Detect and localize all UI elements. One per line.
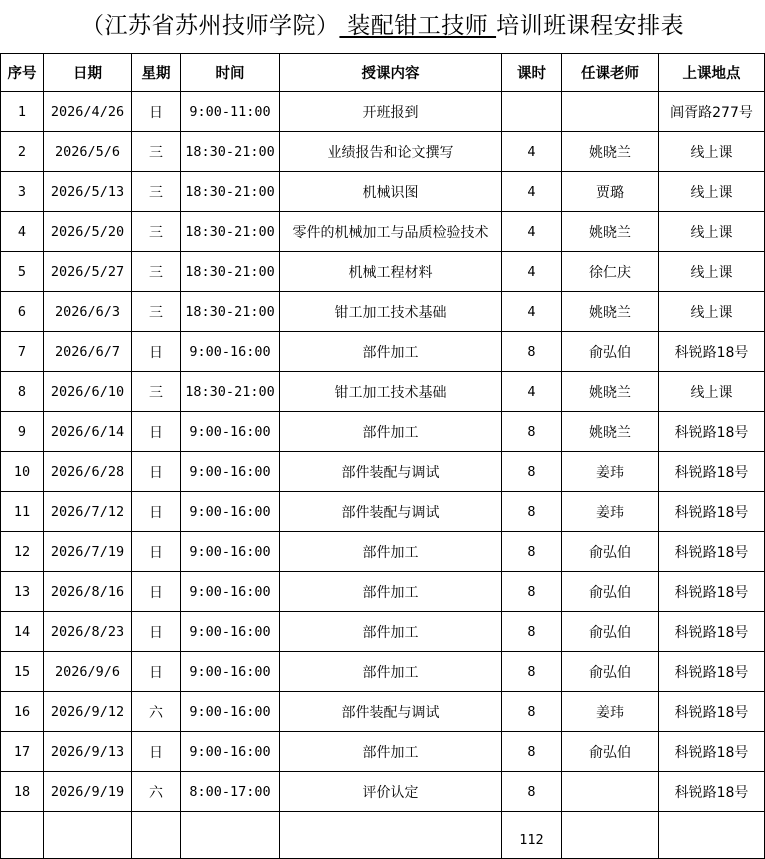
total-hours: 112 (502, 812, 562, 859)
cell-hours: 8 (502, 652, 562, 692)
total-empty-cell (280, 812, 502, 859)
cell-content: 部件装配与调试 (280, 452, 502, 492)
cell-date: 2026/5/6 (44, 132, 132, 172)
cell-no: 13 (1, 572, 44, 612)
cell-no: 5 (1, 252, 44, 292)
cell-hours: 4 (502, 172, 562, 212)
cell-teacher: 姚晓兰 (562, 132, 659, 172)
table-row (1, 452, 765, 492)
cell-content: 部件加工 (280, 732, 502, 772)
cell-no: 4 (1, 212, 44, 252)
cell-date: 2026/8/23 (44, 612, 132, 652)
cell-location: 科锐路18号 (659, 332, 765, 372)
cell-teacher: 姚晓兰 (562, 212, 659, 252)
cell-date: 2026/9/19 (44, 772, 132, 812)
cell-teacher: 姚晓兰 (562, 292, 659, 332)
cell-content: 评价认定 (280, 772, 502, 812)
header-date: 日期 (44, 54, 132, 92)
page-title (0, 0, 765, 53)
cell-weekday: 三 (132, 212, 181, 252)
table-row (1, 692, 765, 732)
cell-content: 部件加工 (280, 532, 502, 572)
cell-date: 2026/6/14 (44, 412, 132, 452)
cell-hours: 8 (502, 532, 562, 572)
cell-content: 零件的机械加工与品质检验技术 (280, 212, 502, 252)
cell-time: 9:00-16:00 (181, 732, 280, 772)
cell-hours: 8 (502, 732, 562, 772)
cell-hours: 4 (502, 372, 562, 412)
cell-location: 线上课 (659, 212, 765, 252)
header-time: 时间 (181, 54, 280, 92)
cell-location: 线上课 (659, 132, 765, 172)
cell-hours: 8 (502, 412, 562, 452)
cell-content: 部件加工 (280, 572, 502, 612)
cell-weekday: 日 (132, 652, 181, 692)
cell-teacher: 俞弘伯 (562, 732, 659, 772)
cell-time: 18:30-21:00 (181, 252, 280, 292)
cell-time: 9:00-16:00 (181, 652, 280, 692)
cell-date: 2026/7/19 (44, 532, 132, 572)
cell-content: 部件加工 (280, 652, 502, 692)
table-row (1, 772, 765, 812)
cell-teacher: 姜玮 (562, 692, 659, 732)
cell-time: 9:00-16:00 (181, 412, 280, 452)
cell-location: 科锐路18号 (659, 612, 765, 652)
table-row (1, 132, 765, 172)
cell-location: 科锐路18号 (659, 412, 765, 452)
cell-no: 7 (1, 332, 44, 372)
table-row (1, 92, 765, 132)
cell-no: 1 (1, 92, 44, 132)
cell-time: 18:30-21:00 (181, 212, 280, 252)
cell-weekday: 六 (132, 692, 181, 732)
cell-time: 9:00-16:00 (181, 532, 280, 572)
cell-content: 部件加工 (280, 612, 502, 652)
cell-time: 18:30-21:00 (181, 172, 280, 212)
cell-hours: 8 (502, 772, 562, 812)
cell-no: 17 (1, 732, 44, 772)
total-empty-cell (44, 812, 132, 859)
cell-no: 10 (1, 452, 44, 492)
cell-weekday: 日 (132, 532, 181, 572)
table-row (1, 372, 765, 412)
cell-teacher: 俞弘伯 (562, 332, 659, 372)
cell-location: 科锐路18号 (659, 692, 765, 732)
title-suffix: 培训班课程安排表 (496, 13, 685, 39)
cell-weekday: 六 (132, 772, 181, 812)
cell-location: 阊胥路277号 (659, 92, 765, 132)
cell-hours: 8 (502, 692, 562, 732)
cell-hours: 4 (502, 252, 562, 292)
cell-location: 线上课 (659, 292, 765, 332)
cell-date: 2026/6/7 (44, 332, 132, 372)
cell-teacher: 姜玮 (562, 492, 659, 532)
header-hours: 课时 (502, 54, 562, 92)
cell-no: 18 (1, 772, 44, 812)
header-no: 序号 (1, 54, 44, 92)
table-row (1, 492, 765, 532)
cell-no: 9 (1, 412, 44, 452)
cell-location: 线上课 (659, 172, 765, 212)
total-empty-cell (659, 812, 765, 859)
cell-date: 2026/5/20 (44, 212, 132, 252)
cell-hours: 4 (502, 132, 562, 172)
cell-date: 2026/7/12 (44, 492, 132, 532)
cell-weekday: 三 (132, 372, 181, 412)
cell-time: 18:30-21:00 (181, 292, 280, 332)
cell-no: 8 (1, 372, 44, 412)
table-row (1, 292, 765, 332)
table-row (1, 732, 765, 772)
cell-weekday: 三 (132, 172, 181, 212)
cell-content: 部件加工 (280, 332, 502, 372)
cell-weekday: 三 (132, 252, 181, 292)
cell-weekday: 三 (132, 132, 181, 172)
table-row (1, 252, 765, 292)
cell-weekday: 日 (132, 92, 181, 132)
cell-location: 科锐路18号 (659, 452, 765, 492)
cell-weekday: 日 (132, 732, 181, 772)
total-empty-cell (1, 812, 44, 859)
cell-hours: 8 (502, 572, 562, 612)
cell-content: 部件加工 (280, 412, 502, 452)
cell-date: 2026/6/3 (44, 292, 132, 332)
cell-content: 机械识图 (280, 172, 502, 212)
cell-location: 科锐路18号 (659, 652, 765, 692)
cell-location: 科锐路18号 (659, 732, 765, 772)
title-course-name: 装配钳工技师 (339, 13, 497, 39)
table-row (1, 532, 765, 572)
total-empty-cell (562, 812, 659, 859)
schedule-table (0, 53, 765, 859)
cell-time: 9:00-16:00 (181, 452, 280, 492)
total-empty-cell (181, 812, 280, 859)
cell-hours: 8 (502, 332, 562, 372)
cell-weekday: 日 (132, 412, 181, 452)
cell-content: 开班报到 (280, 92, 502, 132)
cell-time: 9:00-16:00 (181, 572, 280, 612)
cell-weekday: 日 (132, 572, 181, 612)
header-weekday: 星期 (132, 54, 181, 92)
cell-teacher (562, 92, 659, 132)
cell-hours: 4 (502, 212, 562, 252)
cell-location: 线上课 (659, 252, 765, 292)
cell-no: 16 (1, 692, 44, 732)
cell-time: 8:00-17:00 (181, 772, 280, 812)
cell-date: 2026/6/10 (44, 372, 132, 412)
cell-content: 业绩报告和论文撰写 (280, 132, 502, 172)
cell-teacher: 俞弘伯 (562, 652, 659, 692)
cell-location: 科锐路18号 (659, 492, 765, 532)
table-row (1, 652, 765, 692)
cell-location: 线上课 (659, 372, 765, 412)
cell-date: 2026/9/12 (44, 692, 132, 732)
cell-weekday: 日 (132, 452, 181, 492)
cell-date: 2026/8/16 (44, 572, 132, 612)
table-row (1, 172, 765, 212)
cell-teacher: 俞弘伯 (562, 532, 659, 572)
table-row (1, 212, 765, 252)
cell-location: 科锐路18号 (659, 572, 765, 612)
cell-weekday: 日 (132, 612, 181, 652)
cell-weekday: 日 (132, 332, 181, 372)
cell-teacher: 姚晓兰 (562, 372, 659, 412)
cell-date: 2026/5/13 (44, 172, 132, 212)
cell-location: 科锐路18号 (659, 772, 765, 812)
header-row (1, 54, 765, 92)
cell-hours: 8 (502, 492, 562, 532)
cell-time: 9:00-11:00 (181, 92, 280, 132)
cell-date: 2026/5/27 (44, 252, 132, 292)
cell-teacher: 姜玮 (562, 452, 659, 492)
cell-teacher: 贾璐 (562, 172, 659, 212)
cell-no: 2 (1, 132, 44, 172)
cell-no: 6 (1, 292, 44, 332)
cell-hours: 8 (502, 612, 562, 652)
header-location: 上课地点 (659, 54, 765, 92)
cell-location: 科锐路18号 (659, 532, 765, 572)
cell-time: 9:00-16:00 (181, 332, 280, 372)
header-content: 授课内容 (280, 54, 502, 92)
cell-hours (502, 92, 562, 132)
cell-content: 机械工程材料 (280, 252, 502, 292)
cell-content: 钳工加工技术基础 (280, 372, 502, 412)
header-teacher: 任课老师 (562, 54, 659, 92)
cell-time: 18:30-21:00 (181, 372, 280, 412)
cell-no: 14 (1, 612, 44, 652)
cell-time: 9:00-16:00 (181, 612, 280, 652)
cell-hours: 8 (502, 452, 562, 492)
cell-date: 2026/4/26 (44, 92, 132, 132)
table-row (1, 612, 765, 652)
cell-teacher (562, 772, 659, 812)
cell-teacher: 俞弘伯 (562, 612, 659, 652)
cell-no: 12 (1, 532, 44, 572)
cell-teacher: 姚晓兰 (562, 412, 659, 452)
cell-time: 9:00-16:00 (181, 492, 280, 532)
cell-date: 2026/9/6 (44, 652, 132, 692)
total-empty-cell (132, 812, 181, 859)
cell-content: 部件装配与调试 (280, 492, 502, 532)
cell-hours: 4 (502, 292, 562, 332)
cell-time: 9:00-16:00 (181, 692, 280, 732)
cell-weekday: 三 (132, 292, 181, 332)
table-row (1, 332, 765, 372)
table-row (1, 412, 765, 452)
cell-content: 钳工加工技术基础 (280, 292, 502, 332)
cell-date: 2026/9/13 (44, 732, 132, 772)
table-row (1, 572, 765, 612)
cell-no: 15 (1, 652, 44, 692)
cell-no: 3 (1, 172, 44, 212)
cell-time: 18:30-21:00 (181, 132, 280, 172)
cell-no: 11 (1, 492, 44, 532)
cell-date: 2026/6/28 (44, 452, 132, 492)
cell-teacher: 俞弘伯 (562, 572, 659, 612)
title-prefix: （江苏省苏州技师学院） (80, 13, 340, 39)
cell-teacher: 徐仁庆 (562, 252, 659, 292)
cell-content: 部件装配与调试 (280, 692, 502, 732)
cell-weekday: 日 (132, 492, 181, 532)
total-row (1, 812, 765, 859)
